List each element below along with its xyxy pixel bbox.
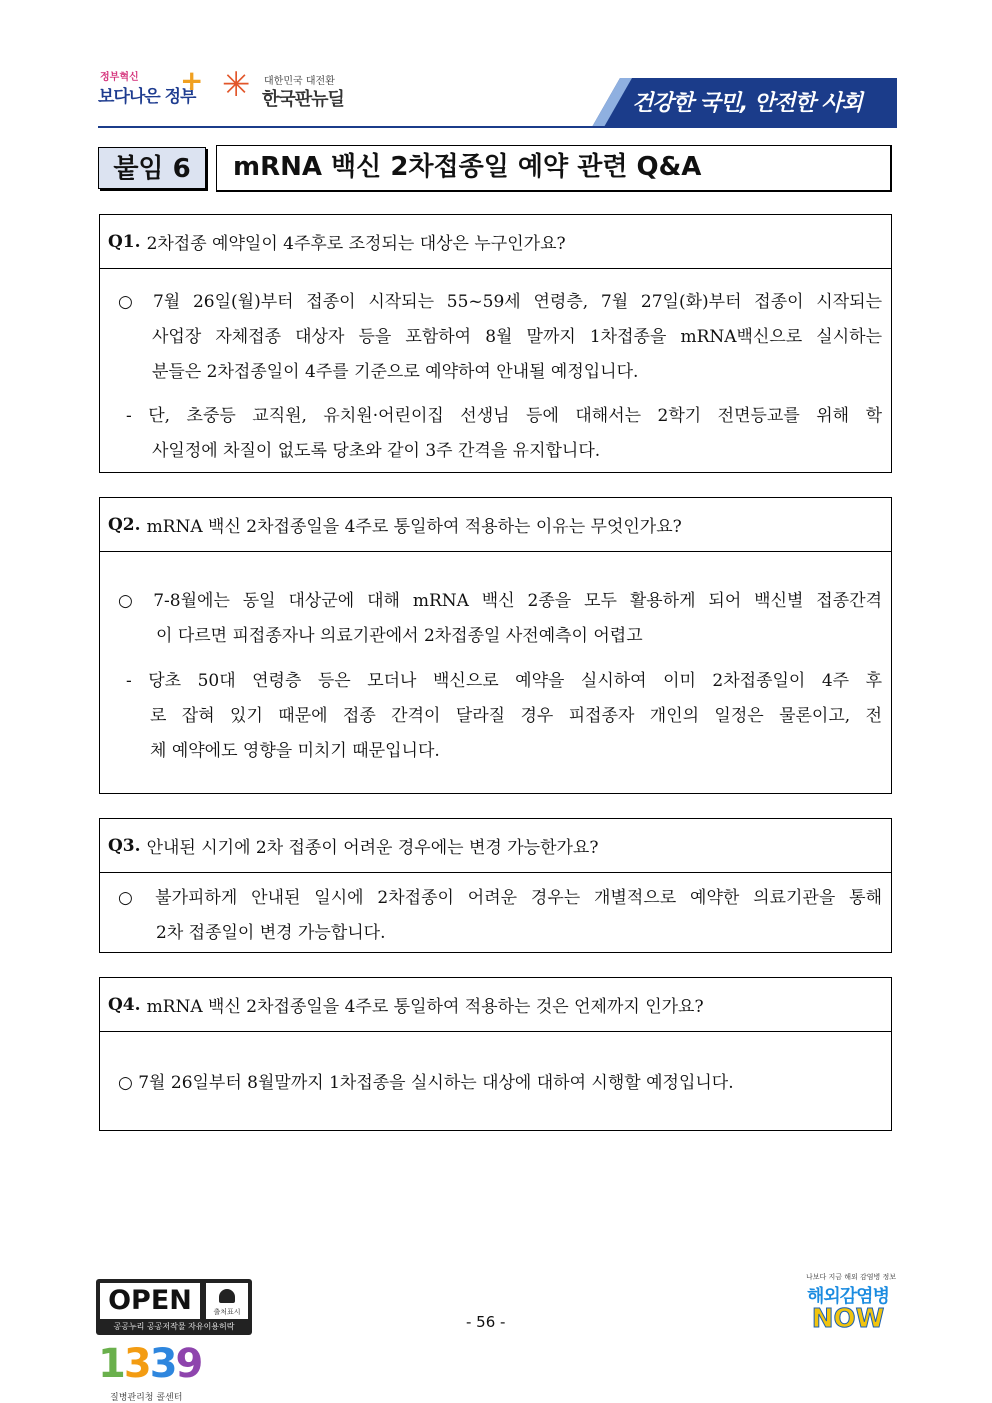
attribution-box: [206, 1283, 248, 1319]
page-title: mRNA 백신 2차접종일 예약 관련 Q&A: [216, 145, 892, 192]
slogan-text: 건강한 국민, 안전한 사회: [632, 91, 862, 116]
question-text: 안내된 시기에 2차 접종이 어려운 경우에는 변경 가능한가요?: [146, 838, 599, 858]
attribution-label: 출처표시: [213, 1308, 241, 1316]
call-digit: 1: [98, 1341, 124, 1387]
answer-line: 분들은 2차접종일이 4주를 기준으로 예약하여 안내될 예정입니다.: [152, 362, 639, 382]
overseas-infection-now-logo: [796, 1272, 900, 1340]
qa-box-4: [99, 977, 892, 1131]
page-number: - 56 -: [466, 1313, 506, 1331]
question-text: 2차접종 예약일이 4주후로 조정되는 대상은 누구인가요?: [146, 234, 566, 254]
answer-line: 사업장 자체접종 대상자 등을 포함하여 8월 말까지 1차접종을 mRNA백신으로 실시하는: [152, 327, 882, 347]
answer-line: - 단, 초중등 교직원, 유치원·어린이집 선생님 등에 대해서는 2학기 전면등교를 위해 학: [126, 406, 882, 426]
question-number: Q3.: [108, 835, 141, 856]
answer-line: ○ 7-8월에는 동일 대상군에 대해 mRNA 백신 2종을 모두 활용하게 되어 백신별 접종간격: [118, 591, 882, 611]
answer-line: 사일정에 차질이 없도록 당초와 같이 3주 간격을 유지합니다.: [152, 441, 601, 461]
open-text: OPEN: [100, 1283, 200, 1319]
question-number: Q4.: [108, 994, 141, 1015]
qa-box-1: [99, 214, 892, 473]
call-center-caption: 질병관리청 콜센터: [110, 1393, 183, 1403]
answer-line: 체 예약에도 영향을 미치기 때문입니다.: [150, 741, 440, 761]
person-icon: [219, 1289, 235, 1303]
logo-korean-new-deal: [222, 65, 362, 112]
question-number: Q2.: [108, 514, 141, 535]
slogan-banner: [592, 78, 897, 127]
open-license-badge: [96, 1279, 252, 1335]
answer-line: ○ 불가피하게 안내된 일시에 2차접종이 어려운 경우는 개별적으로 예약한 의료기관을 통해: [118, 888, 882, 908]
question-text: mRNA 백신 2차접종일을 4주로 통일하여 적용하는 이유는 무엇인가요?: [146, 517, 682, 537]
logo2-small-text: 대한민국 대전환: [264, 76, 335, 87]
attachment-tag: 붙임 6: [98, 147, 206, 189]
call-digit: 9: [175, 1341, 202, 1387]
open-license-caption: 공공누리 공공저작물 자유이용허락: [113, 1322, 235, 1331]
answer-line: - 당초 50대 연령층 등은 모더나 백신으로 예약을 실시하여 이미 2차접종일이 4주 후: [126, 671, 882, 691]
logo1-main-text: 보다나은 정부: [98, 87, 196, 107]
qa-box-3: [99, 818, 892, 953]
logo1-small-text: 정부혁신: [100, 72, 139, 83]
qa-box-2: [99, 497, 892, 794]
answer-line: 이 다르면 피접종자나 의료기관에서 2차접종일 사전예측이 어렵고: [156, 626, 643, 646]
answer-line: 2차 접종일이 변경 가능합니다.: [156, 923, 386, 943]
question-row: [100, 498, 891, 552]
call-center-number: [98, 1342, 208, 1392]
question-text: mRNA 백신 2차접종일을 4주로 통일하여 적용하는 것은 언제까지 인가요?: [146, 997, 704, 1017]
logo-government-innovation: [96, 66, 208, 112]
plus-icon: +: [180, 64, 204, 97]
call-digit: 3: [149, 1341, 176, 1387]
answer-line: ○ 7월 26일(월)부터 접종이 시작되는 55~59세 연령층, 7월 27일(화)부터 접종이 시작되는: [118, 292, 882, 312]
answer-line: 로 잡혀 있기 때문에 접종 간격이 달라질 경우 피접종자 개인의 일정은 물론이고, 전: [150, 706, 882, 726]
question-row: [100, 215, 891, 269]
question-row: [100, 978, 891, 1032]
call-digit: 3: [123, 1341, 150, 1387]
header-divider: [98, 126, 897, 128]
now-main-text: 해외감염병: [807, 1286, 889, 1307]
now-big-text: NOW: [811, 1304, 885, 1334]
now-small-text: 나보다 지금 해외 감염병 정보: [806, 1273, 897, 1281]
answer-line: ○ 7월 26일부터 8월말까지 1차접종을 실시하는 대상에 대하여 시행할 예정입니다.: [118, 1073, 734, 1093]
question-number: Q1.: [108, 231, 141, 252]
question-row: [100, 819, 891, 873]
logo2-main-text: 한국판뉴딜: [262, 89, 344, 110]
new-deal-mark-icon: ✳: [222, 65, 251, 105]
